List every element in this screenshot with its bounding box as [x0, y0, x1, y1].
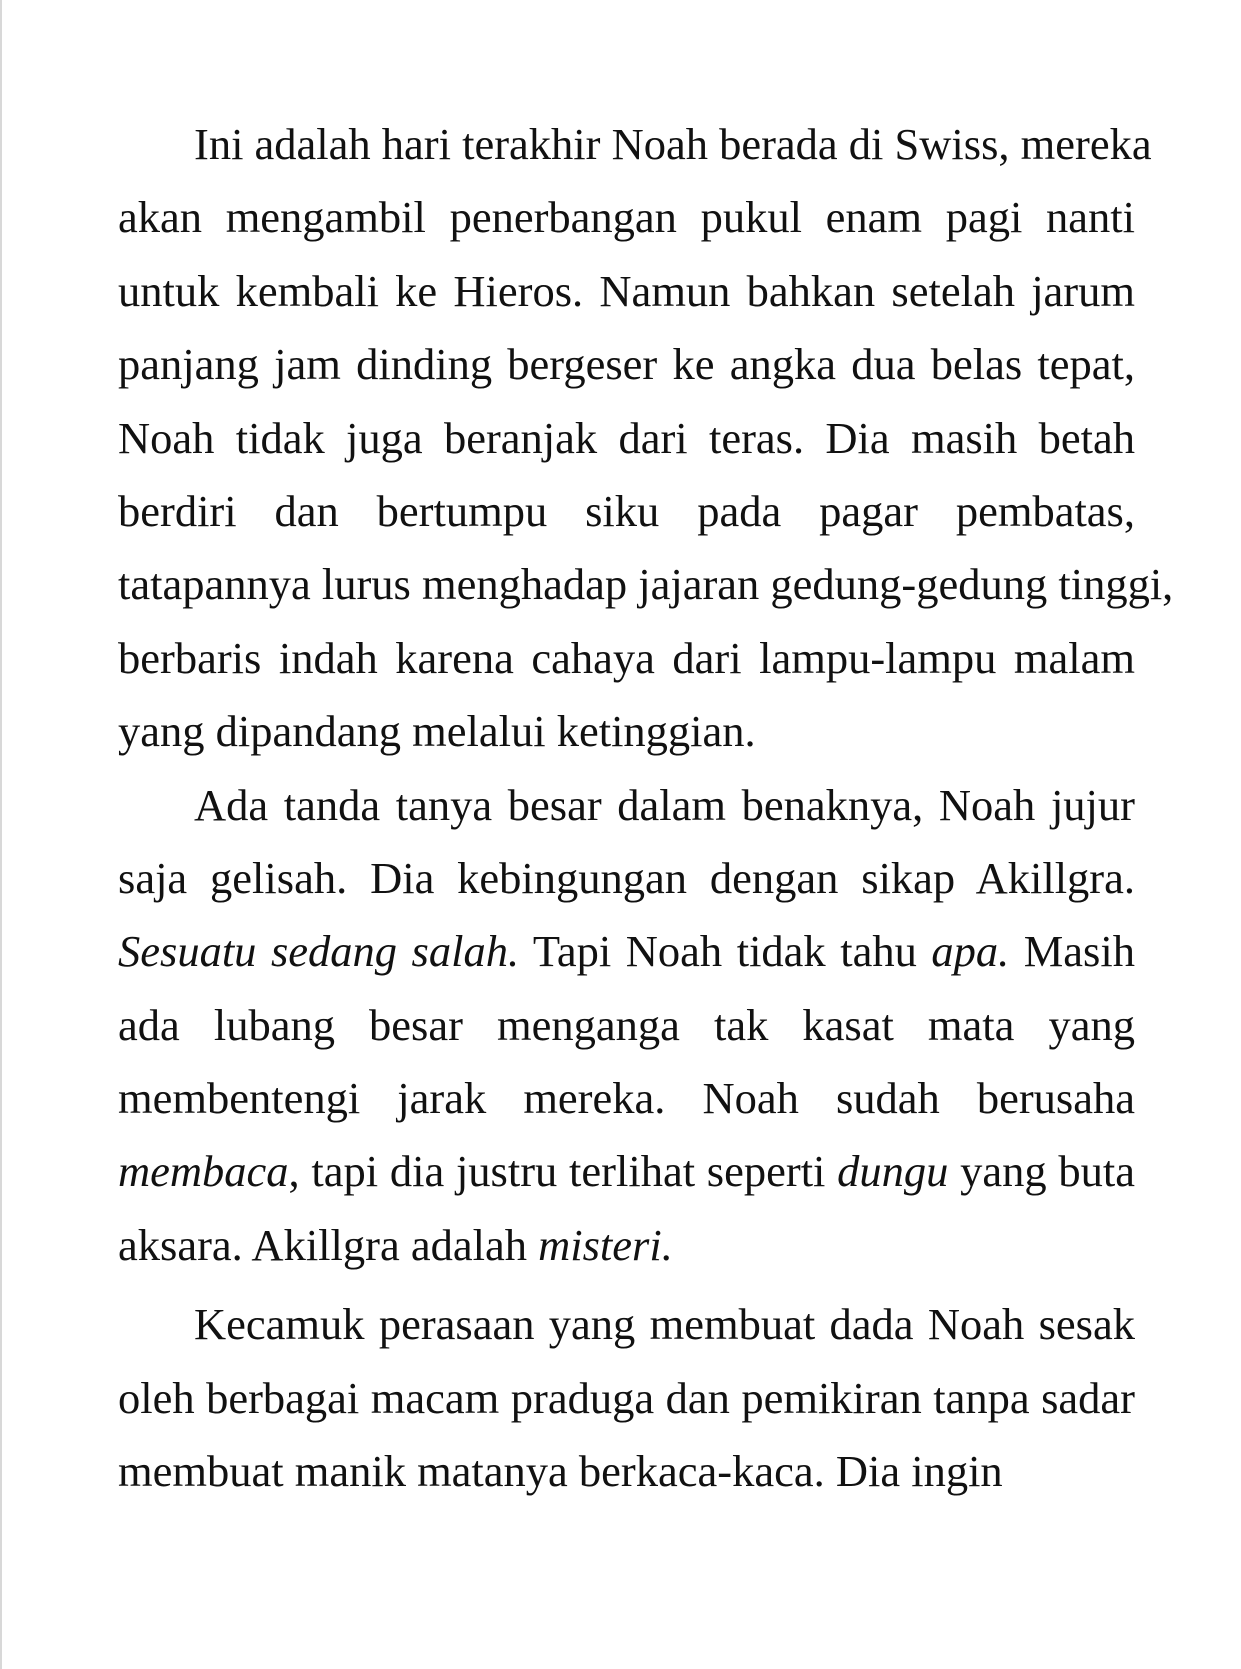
text-line: [118, 1288, 1135, 1361]
text-run: Ada tanda tanya besar dalam benaknya, Noah jujur: [194, 779, 1135, 830]
text-line: [118, 402, 1135, 475]
text-run: untuk kembali ke Hieros. Namun bahkan setelah jarum: [118, 265, 1135, 316]
text-run: Kecamuk perasaan yang membuat dada Noah sesak: [194, 1299, 1135, 1350]
italic-text: misteri.: [538, 1219, 673, 1270]
text-line: [118, 842, 1135, 915]
text-run: Masih: [1009, 926, 1135, 977]
text-line: [118, 548, 1174, 621]
text-run: yang dipandang melalui ketinggian.: [118, 706, 756, 757]
text-run: , tapi dia justru terlihat seperti: [288, 1146, 838, 1197]
text-run: membuat manik matanya berkaca-kaca. Dia ingin: [118, 1446, 1003, 1497]
text-line: [118, 695, 1135, 768]
italic-text: membaca: [118, 1146, 289, 1197]
text-run: yang buta: [948, 1146, 1135, 1197]
text-run: membentengi jarak mereka. Noah sudah berusaha: [118, 1073, 1135, 1124]
italic-text: Sesuatu sedang salah.: [118, 926, 520, 977]
text-run: ada lubang besar menganga tak kasat mata yang: [118, 999, 1135, 1050]
text-line: [118, 1062, 1135, 1135]
text-line: [118, 915, 1135, 988]
text-line: [118, 328, 1135, 401]
text-run: oleh berbagai macam praduga dan pemikiran tanpa sadar: [118, 1372, 1135, 1423]
text-run: Noah tidak juga beranjak dari teras. Dia masih betah: [118, 412, 1135, 463]
text-line: [118, 1362, 1135, 1435]
text-run: Ini adalah hari terakhir Noah berada di Swiss, mereka: [194, 119, 1152, 169]
text-run: berbaris indah karena cahaya dari lampu-lampu malam: [118, 632, 1135, 683]
text-run: panjang jam dinding bergeser ke angka dua belas tepat,: [118, 339, 1135, 390]
text-line: [118, 769, 1135, 842]
text-line: [118, 108, 1152, 181]
text-line: [118, 1135, 1135, 1208]
text-run: aksara. Akillgra adalah: [118, 1219, 539, 1270]
text-line: [118, 475, 1135, 548]
text-body: [118, 108, 1174, 1508]
text-run: tatapannya lurus menghadap jajaran gedung-gedung tinggi,: [118, 559, 1174, 610]
text-run: akan mengambil penerbangan pukul enam pagi nanti: [118, 192, 1135, 243]
paragraph: [118, 769, 1135, 1283]
text-line: [118, 255, 1135, 328]
text-run: berdiri dan bertumpu siku pada pagar pembatas,: [118, 485, 1135, 536]
paragraph: [118, 108, 1174, 769]
text-line: [118, 1435, 1135, 1508]
text-line: [118, 1209, 1135, 1282]
text-run: saja gelisah. Dia kebingungan dengan sikap Akillgra.: [118, 852, 1135, 903]
text-line: [118, 622, 1135, 695]
text-run: Tapi Noah tidak tahu: [519, 926, 932, 977]
paragraph: [118, 1288, 1135, 1508]
italic-text: apa.: [931, 926, 1010, 977]
text-line: [118, 181, 1135, 254]
italic-text: dungu: [837, 1146, 949, 1197]
text-line: [118, 989, 1135, 1062]
